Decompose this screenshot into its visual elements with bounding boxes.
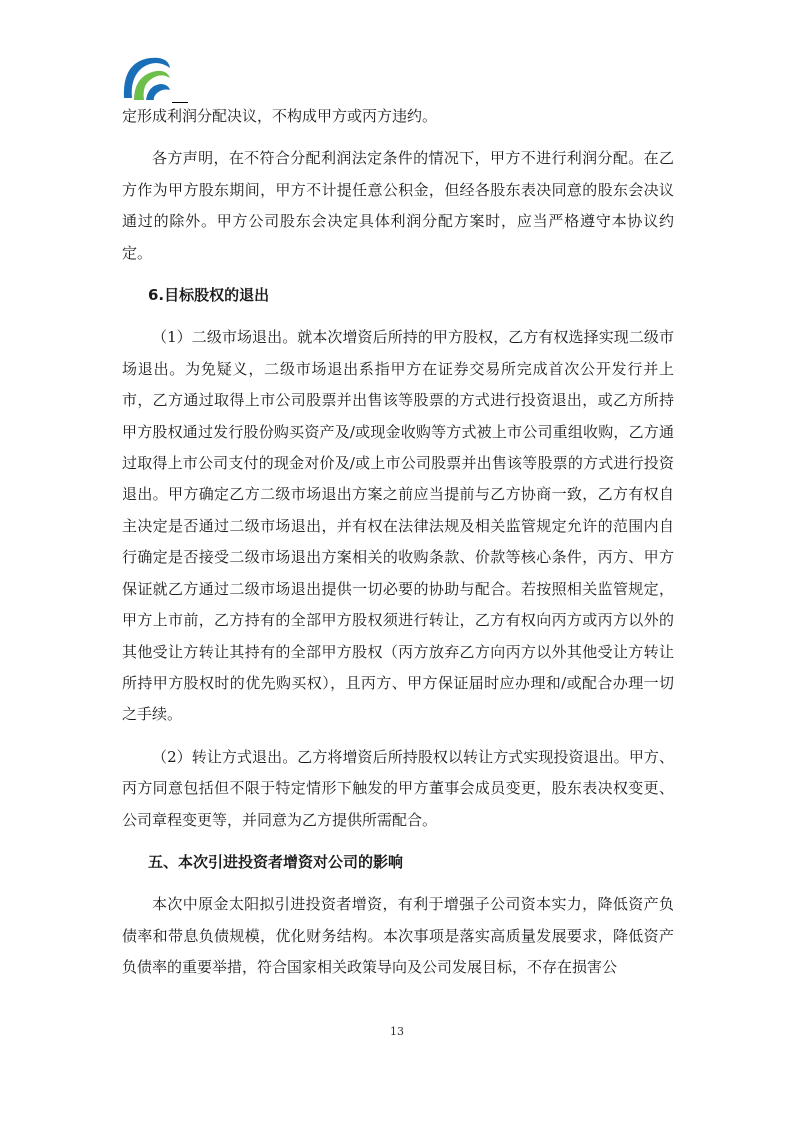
section-heading-impact: 五、本次引进投资者增资对公司的影响 xyxy=(148,852,404,871)
paragraph-profit-distribution: 各方声明，在不符合分配利润法定条件的情况下，甲方不进行利润分配。在乙方作为甲方股东期间，甲方不计提任意公积金，但经各股东表决同意的股东会决议通过的除外。甲方公司股东会决定具体利润分配方案时，应当严格遵守本协议约定。 xyxy=(122,149,674,262)
page-number: 13 xyxy=(390,1025,404,1038)
paragraph-secondary-market-exit: （1）二级市场退出。就本次增资后所持的甲方股权，乙方有权选择实现二级市场退出。为免疑义，二级市场退出系指甲方在证券交易所完成首次公开发行并上市，乙方通过取得上市公司股票并出售该等股票的方式进行投资退出，或乙方所持甲方股权通过发行股份购买资产及/或现金收购等方式被上市公司重组收购，乙方通过取得上市公司支付的现金对价及/或上市公司股票并出售该等股票的方式进行投资退出。甲方确定乙方二级市场退出方案之前应当提前与乙方协商一致，乙方有权自主决定是否通过二级市场退出，并有权在法律法规及相关监管规定允许的范围内自行确定是否接受二级市场退出方案相关的收购条款、价款等核心条件，丙方、甲方保证就乙方通过二级市场退出提供一切必要的协助与配合。若按照相关监管规定，甲方上市前，乙方持有的全部甲方股权须进行转让，乙方有权向丙方或丙方以外的其他受让方转让其持有的全部甲方股权（丙方放弃乙方向丙方以外其他受让方转让所持甲方股权时的优先购买权），且丙方、甲方保证届时应办理和/或配合办理一切之手续。 xyxy=(122,328,674,724)
document-body xyxy=(122,101,674,984)
paragraph-impact: 本次中原金太阳拟引进投资者增资，有利于增强子公司资本实力，降低资产负债率和带息负债规模，优化财务结构。本次事项是落实高质量发展要求，降低资产负债率的重要举措，符合国家相关政策导向及公司发展目标，不存在损害公 xyxy=(122,895,674,977)
company-logo-icon xyxy=(120,54,172,104)
paragraph-continuation: 定形成利润分配决议，不构成甲方或丙方违约。 xyxy=(122,107,438,125)
section-heading-equity-exit: 6.目标股权的退出 xyxy=(148,286,270,305)
paragraph-transfer-exit: （2）转让方式退出。乙方将增资后所持股权以转让方式实现投资退出。甲方、丙方同意包括但不限于特定情形下触发的甲方董事会成员变更，股东表决权变更、公司章程变更等，并同意为乙方提供所需配合。 xyxy=(122,747,674,829)
